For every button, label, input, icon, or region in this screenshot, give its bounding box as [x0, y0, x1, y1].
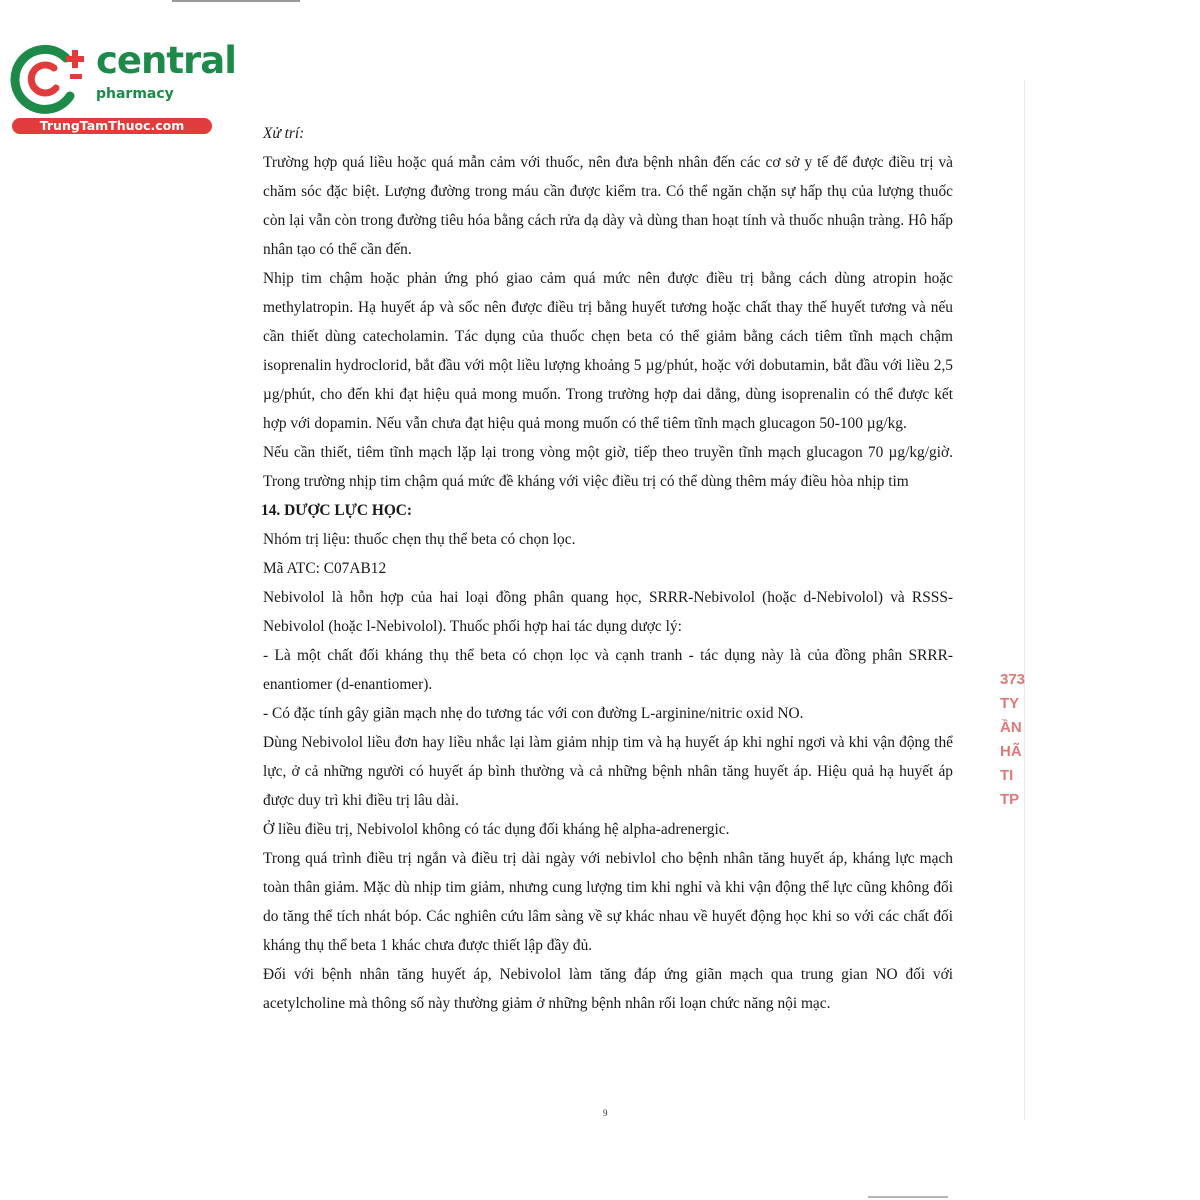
paragraph-bradycardia: Nhịp tim chậm hoặc phản ứng phó giao cảm quá mức nên được điều trị bằng cách dùng atropin hoặc methylatropin. Hạ huyết áp và sốc nên được điều trị bằng huyết tương hoặc chất thay thế huyết tương và nếu cần thiết dùng catecholamin. Tác dụng của thuốc chẹn beta có thể giảm bằng cách tiêm tĩnh mạch chậm isoprenalin hydroclorid, bắt đầu với một liều lượng khoảng 5 µg/phút, hoặc với dobutamin, bắt đầu với liều 2,5 µg/phút, cho đến khi đạt hiệu quả mong muốn. Trong trường hợp dai dẳng, dùng isoprenalin có thể được kết hợp với dopamin. Nếu vẫn chưa đạt hiệu quả mong muốn có thể tiêm tĩnh mạch glucagon 50-100 µg/kg.: [263, 270, 953, 432]
management-heading: Xử trí:: [263, 125, 305, 142]
paragraph-overdose: Trường hợp quá liều hoặc quá mẫn cảm với thuốc, nên đưa bệnh nhân đến các cơ sở y tế để được điều trị và chăm sóc đặc biệt. Lượng đường trong máu cần được kiểm tra. Có thể ngăn chặn sự hấp thụ của lượng thuốc còn lại vẫn còn trong đường tiêu hóa bằng cách rửa dạ dày và dùng than hoạt tính và thuốc nhuận tràng. Hô hấp nhân tạo có thể cần đến.: [263, 154, 953, 258]
central-pharmacy-logo-icon: [10, 38, 90, 114]
page-number: 9: [603, 1108, 608, 1118]
red-stamp-fragment: [1000, 668, 1040, 828]
stamp-line: 373: [1000, 671, 1026, 688]
paragraph-hemodynamics: Trong quá trình điều trị ngắn và điều trị dài ngày với nebivlol cho bệnh nhân tăng huyết áp, kháng lực mạch toàn thân giảm. Mặc dù nhịp tim giảm, nhưng cung lượng tim khi nghỉ và khi vận động thể lực cũng không đổi do tăng thể tích nhát bóp. Các nghiên cứu lâm sàng về sự khác nhau về huyết động học khi so với các chất đối kháng thụ thể beta 1 khác chưa được thiết lập đầy đủ.: [263, 850, 953, 954]
paragraph-isomers: Nebivolol là hỗn hợp của hai loại đồng phân quang học, SRRR-Nebivolol (hoặc d-Nebivolol) và RSSS-Nebivolol (hoặc l-Nebivolol). Thuốc phối hợp hai tác dụng dược lý:: [263, 589, 953, 635]
pharmacy-logo: [8, 36, 236, 136]
paragraph-glucagon: Nếu cần thiết, tiêm tĩnh mạch lặp lại trong vòng một giờ, tiếp theo truyền tĩnh mạch glucagon 70 µg/kg/giờ. Trong trường nhịp tim chậm quá mức đề kháng với việc điều trị có thể dùng thêm máy điều hòa nhịp tim: [263, 444, 953, 490]
stamp-line: ẦN: [1000, 719, 1022, 736]
logo-website-badge: TrungTamThuoc.com: [12, 118, 212, 134]
logo-brand-name: central: [96, 39, 236, 82]
paragraph-therapeutic-group: Nhóm trị liệu: thuốc chẹn thụ thể beta có chọn lọc.: [263, 531, 576, 548]
stamp-line: TP: [1000, 791, 1020, 808]
stamp-line: TY: [1000, 695, 1020, 712]
document-body: [263, 119, 953, 1018]
paragraph-beta-antagonist: - Là một chất đối kháng thụ thể beta có chọn lọc và cạnh tranh - tác dụng này là của đồng phân SRRR-enantiomer (d-enantiomer).: [263, 647, 953, 693]
top-border-line: [172, 0, 300, 2]
paragraph-heart-rate: Dùng Nebivolol liều đơn hay liều nhắc lại làm giảm nhịp tim và hạ huyết áp khi nghỉ ngơi và khi vận động thể lực, ở cả những người có huyết áp bình thường và cả những bệnh nhân tăng huyết áp. Hiệu quả hạ huyết áp được duy trì khi điều trị lâu dài.: [263, 734, 953, 809]
stamp-line: HÃ: [1000, 743, 1022, 760]
paragraph-alpha: Ở liều điều trị, Nebivolol không có tác dụng đối kháng hệ alpha-adrenergic.: [263, 821, 730, 838]
stamp-line: TI: [1000, 767, 1014, 784]
paragraph-vasodilation: - Có đặc tính gây giãn mạch nhẹ do tương tác với con đường L-arginine/nitric oxid NO.: [263, 705, 804, 722]
page-edge-line: [1024, 80, 1025, 1120]
logo-subtitle: pharmacy: [96, 86, 174, 102]
bottom-border-line: [868, 1196, 948, 1198]
paragraph-endothelial: Đối với bệnh nhân tăng huyết áp, Nebivolol làm tăng đáp ứng giãn mạch qua trung gian NO đối với acetylcholine mà thông số này thường giảm ở những bệnh nhân rối loạn chức năng nội mạc.: [263, 966, 953, 1012]
section-title: 14. DƯỢC LỰC HỌC:: [261, 502, 413, 519]
paragraph-atc-code: Mã ATC: C07AB12: [263, 560, 387, 577]
